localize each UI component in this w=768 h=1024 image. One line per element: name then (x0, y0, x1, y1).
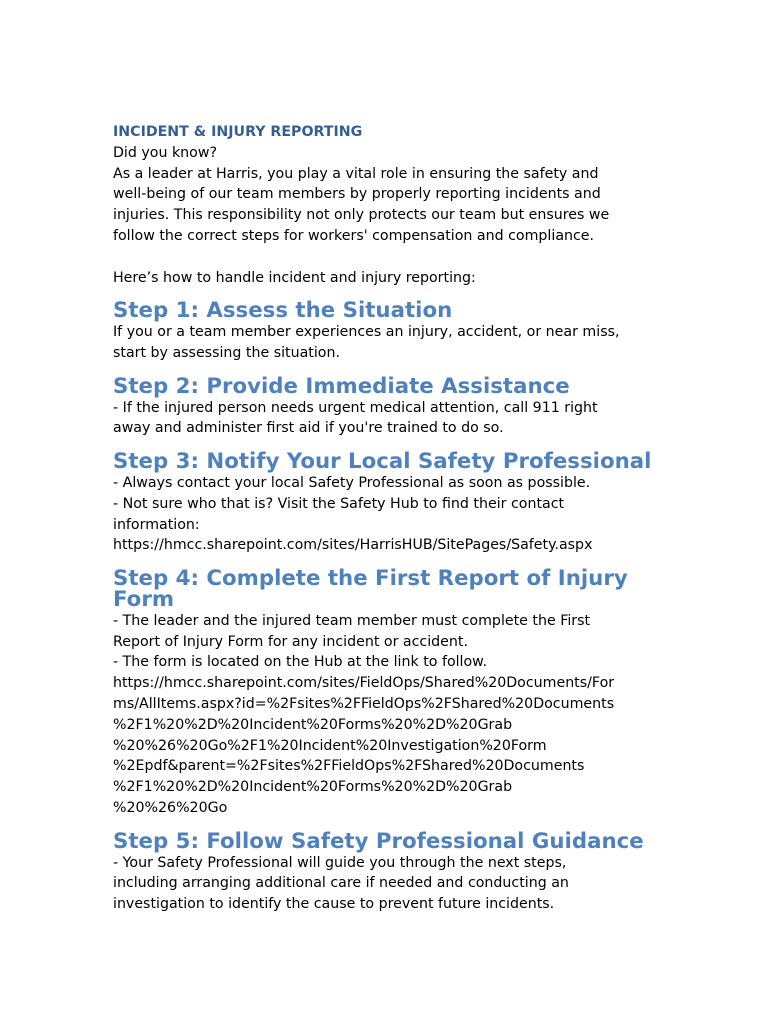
step-1 (113, 298, 673, 363)
step-4-line-1: - The leader and the injured team member must complete the First Report of Injury Form for any incident or accident. (113, 612, 591, 650)
step-4-line-2: - The form is located on the Hub at the link to follow. (113, 654, 487, 671)
step-3 (113, 449, 673, 556)
step-1-heading: Step 1: Assess the Situation (113, 298, 453, 324)
injury-form-link[interactable]: https://hmcc.sharepoint.com/sites/FieldOps/Shared%20Documents/For ms/AllItems.aspx?id=%2Fsites%2FFieldOps%2FShared%20Documents %2F1%20%2D%20Incident%20Forms%20%2D%20Grab %20%26%20Go%2F1%20Incident%20Investigation%20Form %2Epdf&parent=%2Fsites%2FFieldOps%2FShared%20Documents %2F1%20%2D%20Incident%20Forms%20%2D%20Grab %20%26%20Go (113, 675, 615, 816)
intro-body: As a leader at Harris, you play a vital role in ensuring the safety and well-being of our team members by properly reporting incidents and injuries. This responsibility not only protects our team but ensures we follow the correct steps for workers' compensation and compliance. (113, 165, 610, 244)
document-page (113, 122, 673, 915)
step-2 (113, 373, 673, 439)
document-title: INCIDENT & INJURY REPORTING (113, 124, 363, 140)
blank-line (113, 247, 673, 268)
step-2-heading: Step 2: Provide Immediate Assistance (113, 373, 570, 399)
safety-hub-link[interactable]: https://hmcc.sharepoint.com/sites/HarrisHUB/SitePages/Safety.aspx (113, 537, 593, 554)
step-4-heading: Step 4: Complete the First Report of Injury Form (113, 566, 628, 612)
step-5-line-1: - Your Safety Professional will guide you through the next steps, including arranging additional care if needed and conducting an investigation to identify the cause to prevent future incidents. (113, 854, 569, 913)
intro-question: Did you know? (113, 144, 217, 161)
step-1-line-1: If you or a team member experiences an injury, accident, or near miss, start by assessing the situation. (113, 324, 620, 361)
step-2-line-1: - If the injured person needs urgent medical attention, call 911 right away and administer first aid if you're trained to do so. (113, 399, 598, 437)
step-5-heading: Step 5: Follow Safety Professional Guidance (113, 828, 644, 854)
step-5 (113, 828, 673, 915)
intro-lead-in: Here’s how to handle incident and injury reporting: (113, 269, 476, 286)
step-3-line-2: - Not sure who that is? Visit the Safety Hub to find their contact information: (113, 495, 565, 533)
step-3-heading: Step 3: Notify Your Local Safety Professional (113, 449, 652, 475)
step-4 (113, 566, 673, 819)
step-3-line-1: - Always contact your local Safety Professional as soon as possible. (113, 474, 591, 491)
